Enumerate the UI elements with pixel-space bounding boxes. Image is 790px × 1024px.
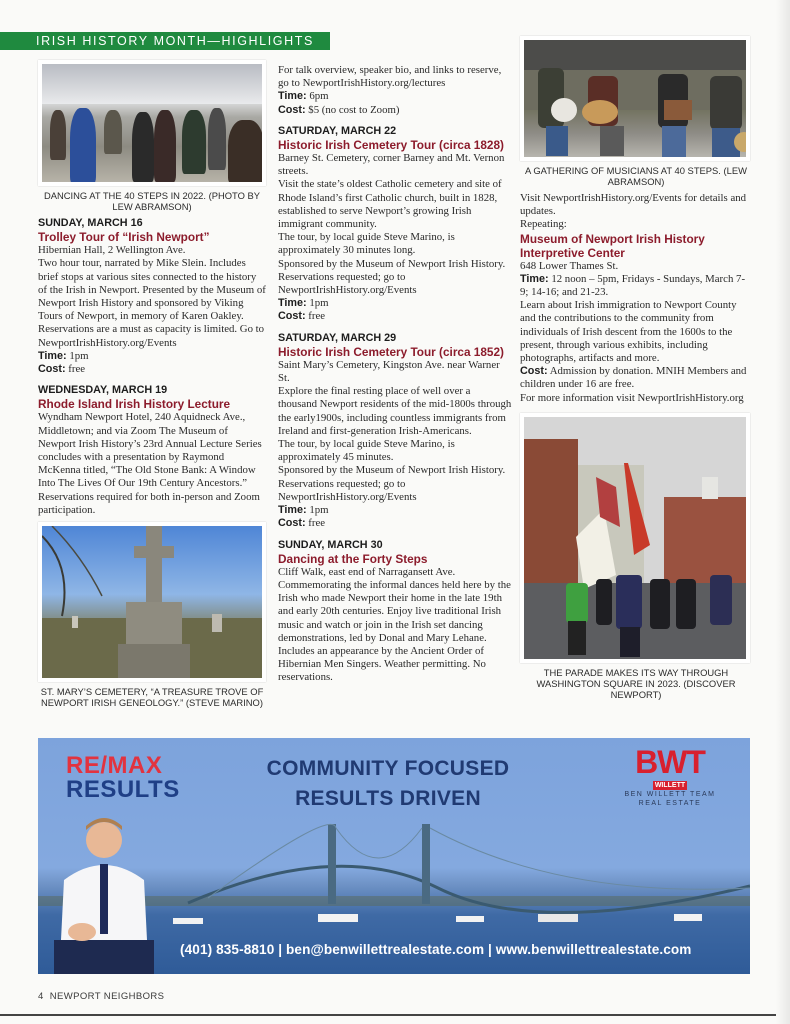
event-description: Two hour tour, narrated by Mike Slein. Includes brief stops at various sites connected to the history of the Irish in Newport. Presented by the Museum of Newport Irish History and sponsored by Viking Tours of Newport, in memory of Karen Oakley. Reservations are a must as capacity is limited. Go to NewportIrishHistory.org/Events xyxy=(38,257,266,349)
event-title: Museum of Newport Irish History Interpretive Center xyxy=(520,231,705,260)
photo-st-marys-cemetery xyxy=(38,522,266,682)
event-details-note: Visit NewportIrishHistory.org/Events for details and updates. xyxy=(520,192,747,218)
cost-label: Cost: xyxy=(278,310,306,323)
event-cemetery-tour-1828 xyxy=(278,125,512,324)
column-2 xyxy=(278,64,512,685)
event-description: For talk overview, speaker bio, and links to reserve, go to NewportIrishHistory.org/lectures xyxy=(278,64,502,90)
event-description: Wyndham Newport Hotel, 240 Aquidneck Ave., Middletown; and via Zoom The Museum of Newport Irish History’s 23rd Annual Lecture Series concludes with a presentation by Raymond McKenna titled, “The Old Stone Bank: A Window Into The Lives Of Our 19th Century Ancestors.” Reservations required for both in-person and Zoom participation. xyxy=(38,411,262,516)
photo-caption: DANCING AT THE 40 STEPS IN 2022. (PHOTO BY LEW ABRAMSON) xyxy=(43,190,261,212)
event-title: Historic Irish Cemetery Tour (circa 1852) xyxy=(278,344,504,359)
bwt-logo-line1: BEN WILLETT TEAM xyxy=(624,791,716,798)
event-time: 1pm xyxy=(309,504,329,517)
event-time: 12 noon – 5pm, Fridays - Sundays, March 7-9; 14-16; and 21-23. xyxy=(520,272,746,299)
footer-divider xyxy=(0,1014,790,1016)
cemetery-illustration xyxy=(42,526,266,682)
photo-caption: A GATHERING OF MUSICIANS AT 40 STEPS. (LEW ABRAMSON) xyxy=(525,165,747,187)
agent-photo xyxy=(48,810,160,974)
photo-parade xyxy=(520,413,750,663)
event-location: Hibernian Hall, 2 Wellington Ave. xyxy=(38,244,186,257)
more-info: For more information visit NewportIrishHistory.org xyxy=(520,391,744,404)
event-cost: Admission by donation. MNIH Members and children under 16 are free. xyxy=(520,365,747,391)
event-cost: free xyxy=(308,517,326,530)
event-date: SUNDAY, MARCH 16 xyxy=(38,217,143,229)
ad-headline xyxy=(238,754,538,814)
remax-logo-line2: RESULTS xyxy=(66,776,180,803)
event-trolley-tour xyxy=(38,217,266,376)
event-description: Learn about Irish immigration to Newport County and the contributions to the community from individuals of Irish descent from the 1600s to the present, through various exhibits, including photographs, artifacts and more. xyxy=(520,299,737,365)
event-title: Rhode Island Irish History Lecture xyxy=(38,397,231,412)
event-lecture xyxy=(38,384,266,517)
photo-dancing-40-steps xyxy=(38,60,266,186)
bwt-logo-mark: BWT xyxy=(635,744,705,780)
event-title: Trolley Tour of “Irish Newport” xyxy=(38,230,210,245)
event-date: WEDNESDAY, MARCH 19 xyxy=(38,384,168,397)
event-description: Visit the state’s oldest Catholic cemetery and site of Rhode Island’s first Catholic church, built in 1828, established to serve Newport’s growing Irish immigrant community. xyxy=(278,178,502,231)
event-cost: free xyxy=(68,363,86,376)
event-date: SATURDAY, MARCH 29 xyxy=(278,331,397,344)
cost-label: Cost: xyxy=(278,103,306,116)
event-description: Commemorating the informal dances held here by the Irish who made Newport their home in the late 19th and early 20th centuries. Enjoy live traditional Irish music and watch or join in the Irish set dancing demonstrations, led by Donal and Mary Lehane. Includes an appearance by the Ancient Order of Hibernian Men Singers. Weather permitting. No reservations. xyxy=(278,578,511,684)
page-footer: 4 NEWPORT NEIGHBORS xyxy=(38,991,165,1002)
event-time: 1pm xyxy=(69,349,89,362)
musicians-illustration xyxy=(524,40,750,161)
event-location: Cliff Walk, east end of Narragansett Ave. xyxy=(278,565,456,578)
time-label: Time: xyxy=(278,504,307,517)
bwt-logo-line2: REAL ESTATE xyxy=(638,800,702,807)
event-reservations: Reservations requested; go to NewportIrishHistory.org/Events xyxy=(278,270,417,297)
event-guide: The tour, by local guide Steve Marino, is approximately 45 minutes. xyxy=(278,438,455,464)
ad-headline-line2: RESULTS DRIVEN xyxy=(295,787,481,810)
event-date: SATURDAY, MARCH 22 xyxy=(278,124,397,137)
event-cost: free xyxy=(308,310,326,323)
column-3 xyxy=(520,36,752,705)
ad-headline-line1: COMMUNITY FOCUSED xyxy=(266,757,510,780)
event-reservations: Reservations requested; go to NewportIrishHistory.org/Events xyxy=(278,477,417,503)
repeating-label: Repeating: xyxy=(520,218,567,231)
remax-logo xyxy=(66,754,180,802)
event-time: 1pm xyxy=(309,297,329,310)
section-banner: IRISH HISTORY MONTH—HIGHLIGHTS xyxy=(0,32,330,50)
event-location: Saint Mary’s Cemetery, Kingston Ave. near Warner St. xyxy=(278,358,500,385)
event-location: Barney St. Cemetery, corner Barney and Mt. Vernon streets. xyxy=(278,152,505,178)
page-edge-shadow xyxy=(776,0,790,1024)
event-time: 6pm xyxy=(309,90,329,103)
event-location: 648 Lower Thames St. xyxy=(520,259,619,272)
event-lecture-continued xyxy=(278,64,512,117)
event-sponsor: Sponsored by the Museum of Newport Irish History. xyxy=(278,464,506,477)
column-1 xyxy=(38,60,266,713)
event-description: Explore the final resting place of well over a thousand Newport residents of the mid-1800s through the early1900s, including countless immigrants from Ireland and first-generation Irish-Americans. xyxy=(278,385,512,437)
time-label: Time: xyxy=(520,272,549,285)
photo-caption: ST. MARY’S CEMETERY, “A TREASURE TROVE OF NEWPORT IRISH GENEOLOGY.” (STEVE MARINO) xyxy=(40,686,264,709)
cost-label: Cost: xyxy=(38,363,66,376)
event-cemetery-tour-1852 xyxy=(278,332,512,531)
event-cost: $5 (no cost to Zoom) xyxy=(308,103,400,116)
event-sponsor: Sponsored by the Museum of Newport Irish History. xyxy=(278,257,506,270)
event-guide: The tour, by local guide Steve Marino, is approximately 30 minutes long. xyxy=(278,231,455,257)
time-label: Time: xyxy=(278,90,307,103)
remax-logo-line1: RE/MAX xyxy=(66,752,163,779)
event-title: Historic Irish Cemetery Tour (circa 1828) xyxy=(278,138,504,153)
parade-illustration xyxy=(524,417,750,663)
time-label: Time: xyxy=(38,349,67,362)
bwt-logo-willett: WILLETT xyxy=(654,782,686,789)
event-title: Dancing at the Forty Steps xyxy=(278,551,428,566)
real-estate-ad[interactable] xyxy=(38,738,750,974)
photo-musicians xyxy=(520,36,750,161)
cost-label: Cost: xyxy=(520,365,548,378)
event-interpretive-center xyxy=(520,232,752,405)
event-forty-steps xyxy=(278,539,512,685)
bwt-logo xyxy=(604,746,736,808)
event-date: SUNDAY, MARCH 30 xyxy=(278,538,383,551)
ad-contact-info[interactable]: (401) 835-8810 | ben@benwillettrealestate.com | www.benwillettrealestate.com xyxy=(180,942,692,957)
photo-caption: THE PARADE MAKES ITS WAY THROUGH WASHINGTON SQUARE IN 2023. (DISCOVER NEWPORT) xyxy=(536,666,736,700)
cost-label: Cost: xyxy=(278,517,306,530)
time-label: Time: xyxy=(278,297,307,310)
